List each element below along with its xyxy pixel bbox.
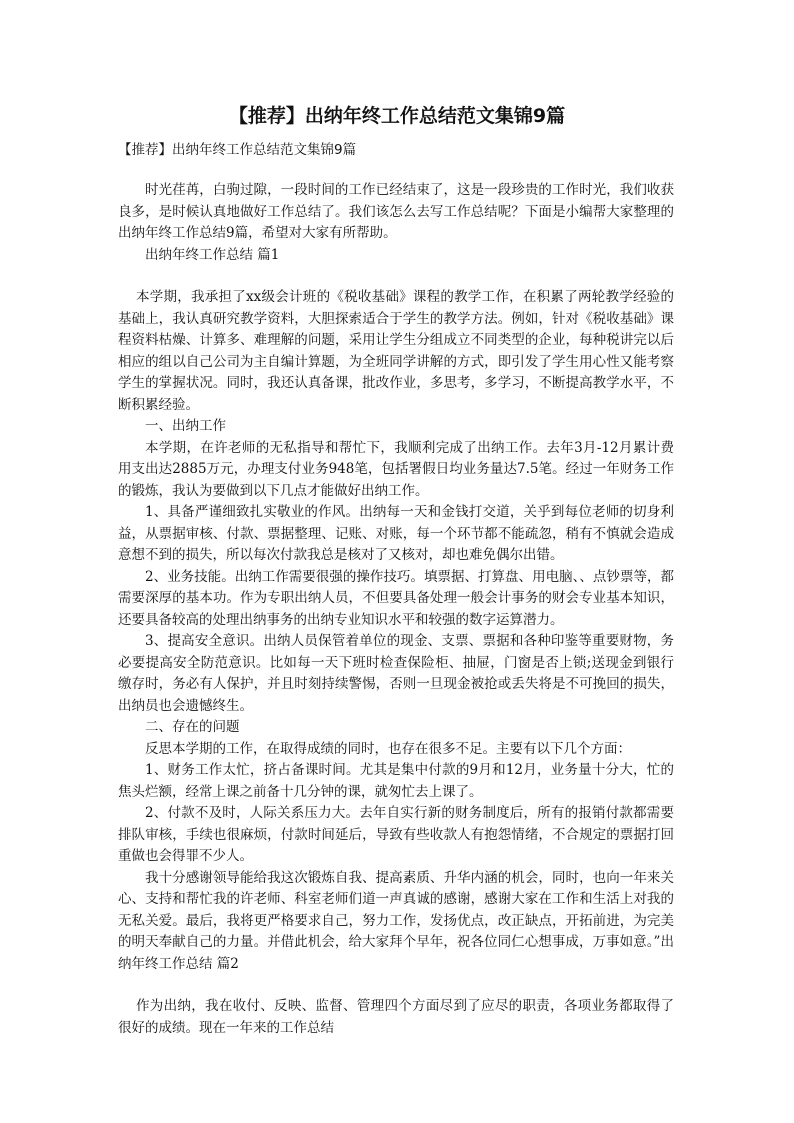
article-heading-1: 出纳年终工作总结 篇1 [145, 246, 280, 263]
body-paragraph: 反思本学期的工作，在取得成绩的同时，也存在很多不足。主要有以下几个方面： [145, 740, 631, 757]
body-paragraph: 1、具备严谨细致扎实敬业的作风。出纳每一天和金钱打交道，关乎到每位老师的切身利益，从票据审核、付款、票据整理、记账、对账，每一个环节都不能疏忽，稍有不慎就会造成意想不到的损失，所以每次付款我总是核对了又核对，却也难免偶尔出错。 [118, 504, 674, 563]
section-heading-1: 一、出纳工作 [145, 418, 226, 434]
body-paragraph: 作为出纳，我在收付、反映、监督、管理四个方面尽到了应尽的职责，各项业务都取得了很好的成绩。现在一年来的工作总结 [118, 998, 674, 1036]
paragraph-gap [118, 266, 674, 287]
body-paragraph: 3、提高安全意识。出纳人员保管着单位的现金、支票、票据和各种印鉴等重要财物，务必要提高安全防范意识。比如每一天下班时检查保险柜、抽屉，门窗是否上锁;送现金到银行缴存时，务必有人保护，并且时刻持续警惕，否则一旦现金被抢或丢失将是不可挽回的损失，出纳员也会遗憾终生。 [118, 633, 674, 714]
document-body [118, 180, 674, 1039]
paragraph-gap [118, 975, 674, 996]
document-title: 【推荐】出纳年终工作总结范文集锦9篇 [228, 105, 566, 127]
body-paragraph: 我十分感谢领导能给我这次锻炼自我、提高素质、升华内涵的机会，同时，也向一年来关心、支持和帮忙我的许老师、科室老师们道一声真诚的感谢，感谢大家在工作和生活上对我的无私关爱。最后，我将更严格要求自己，努力工作，发扬优点，改正缺点，开拓前进，为完美的明天奉献自己的力量。并借此机会，给大家拜个早年，祝各位同仁心想事成，万事如意。”出纳年终工作总结 篇2 [118, 869, 674, 972]
body-paragraph: 本学期，在许老师的无私指导和帮忙下，我顺利完成了出纳工作。去年3月-12月累计费用支出达2885万元，办理支付业务948笔，包括署假日均业务量达7.5笔。经过一年财务工作的锻炼，我认为要做到以下几点才能做好出纳工作。 [118, 439, 674, 499]
body-paragraph: 本学期，我承担了xx级会计班的《税收基础》课程的教学工作，在积累了两轮教学经验的基础上，我认真研究教学资料，大胆探索适合于学生的教学方法。例如，针对《税收基础》课程资料枯燥、计算多、难理解的问题，采用让学生分组成立不同类型的企业，每种税讲完以后相应的组以自己公司为主自编计算题，为全班同学讲解的方式，即引发了学生用心性又能考察学生的掌握状况。同时，我还认真备课，批改作业，多思考，多学习，不断提高教学水平，不断积累经验。 [118, 289, 674, 413]
document-subtitle: 【推荐】出纳年终工作总结范文集锦9篇 [118, 142, 357, 158]
section-heading-2: 二、存在的问题 [145, 719, 240, 735]
body-paragraph: 2、付款不及时，人际关系压力大。去年自实行新的财务制度后，所有的报销付款都需要排队审核，手续也很麻烦，付款时间延后，导致有些收款人有抱怨情绪，不合规定的票据打回重做也会得罪不少人。 [118, 805, 674, 864]
intro-paragraph: 时光荏苒，白驹过隙，一段时间的工作已经结束了，这是一段珍贵的工作时光，我们收获良多，是时候认真地做好工作总结了。我们该怎么去写工作总结呢？下面是小编帮大家整理的出纳年终工作总结9篇，希望对大家有所帮助。 [118, 182, 674, 241]
body-paragraph: 2、业务技能。出纳工作需要很强的操作技巧。填票据、打算盘、用电脑、、点钞票等，都需要深厚的基本功。作为专职出纳人员，不但要具备处理一般会计事务的财会专业基本知识，还要具备较高的处理出纳事务的出纳专业知识水平和较强的数字运算潜力。 [118, 568, 674, 628]
body-paragraph: 1、财务工作太忙，挤占备课时间。尤其是集中付款的9月和12月，业务量十分大，忙的焦头烂额，经常上课之前备十几分钟的课，就匆忙去上课了。 [118, 762, 674, 800]
